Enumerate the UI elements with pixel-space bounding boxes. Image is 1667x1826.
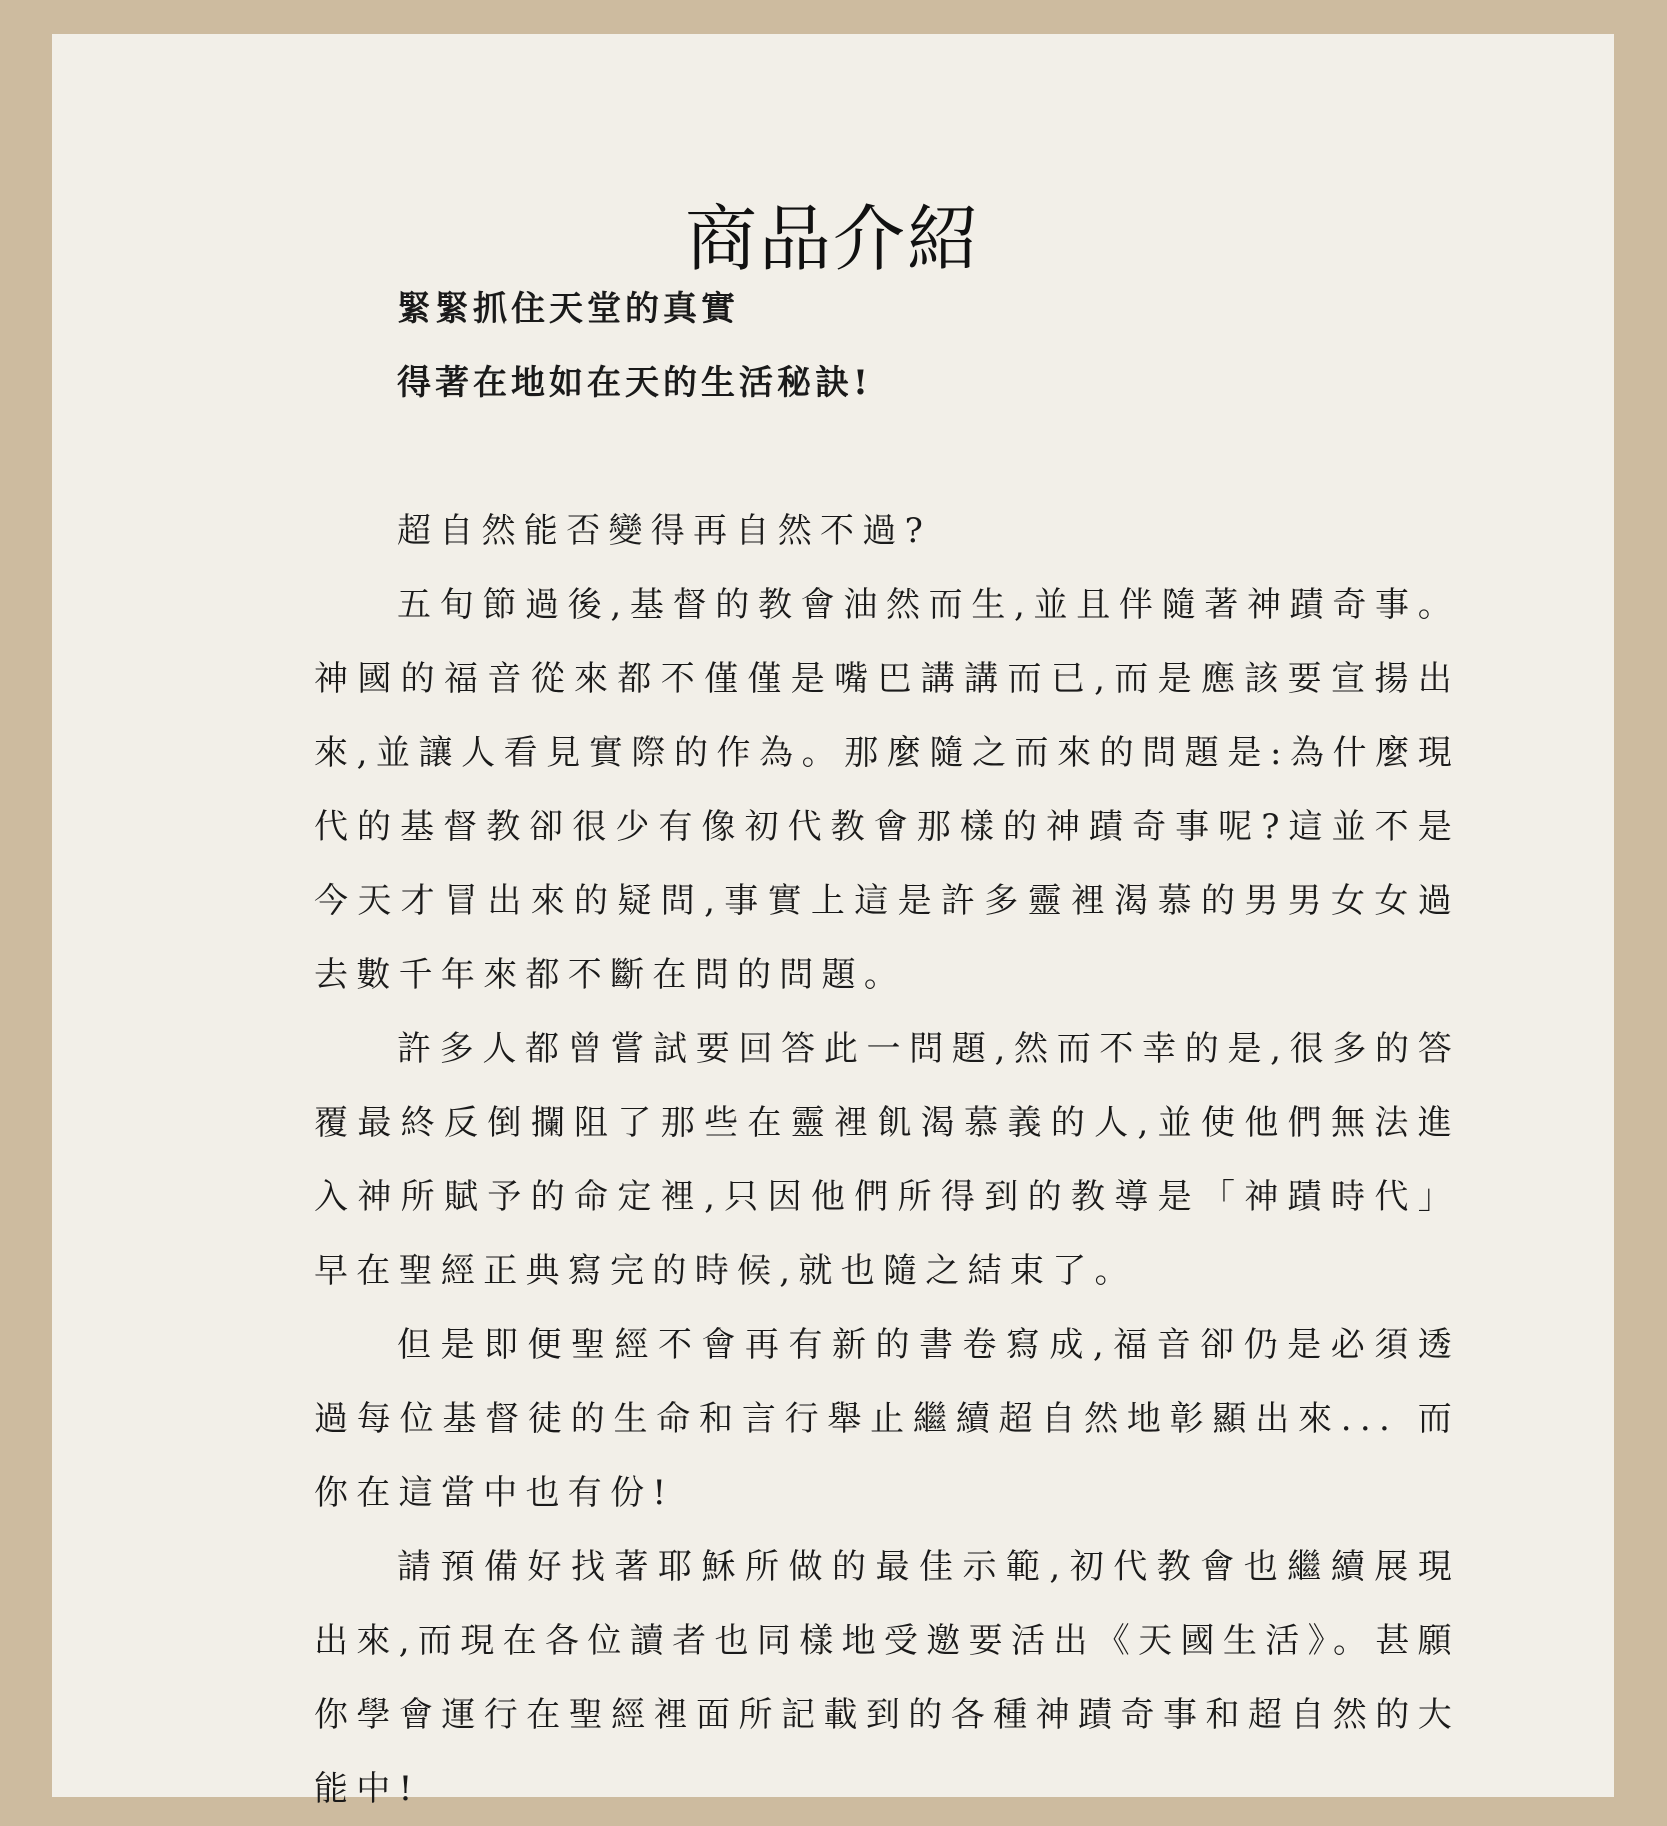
paragraph-invitation: 請預備好找著耶穌所做的最佳示範,初代教會也繼續展現出來,而現在各位讀者也同樣地受邀要活出《天國生活》。甚願你學會運行在聖經裡面所記載到的各種神蹟奇事和超自然的大能中!	[314, 1547, 1460, 1809]
page-title: 商品介紹	[684, 197, 981, 282]
paragraph-question: 超自然能否變得再自然不過?	[397, 511, 932, 551]
lead-line-2: 得著在地如在天的生活秘訣!	[397, 363, 872, 403]
paragraph-gospel: 但是即便聖經不會再有新的書卷寫成,福音卻仍是必須透過每位基督徒的生命和言行舉止繼續超自然地彰顯出來... 而你在這當中也有份!	[314, 1325, 1460, 1513]
paragraph-pentecost: 五旬節過後,基督的教會油然而生,並且伴隨著神蹟奇事。神國的福音從來都不僅僅是嘴巴講講而已,而是應該要宣揚出來,並讓人看見實際的作為。那麼隨之而來的問題是:為什麼現代的基督教卻很少有像初代教會那樣的神蹟奇事呢?這並不是今天才冒出來的疑問,事實上這是許多靈裡渴慕的男男女女過去數千年來都不斷在問的問題。	[314, 585, 1460, 995]
product-description-panel	[52, 34, 1614, 1809]
lead-line-1: 緊緊抓住天堂的真實	[397, 289, 739, 329]
paragraph-answers: 許多人都曾嘗試要回答此一問題,然而不幸的是,很多的答覆最終反倒攔阻了那些在靈裡飢渴慕義的人,並使他們無法進入神所賦予的命定裡,只因他們所得到的教導是「神蹟時代」早在聖經正典寫完的時候,就也隨之結束了。	[314, 1029, 1460, 1291]
description-body	[314, 272, 1460, 1826]
spacer	[314, 420, 1460, 494]
